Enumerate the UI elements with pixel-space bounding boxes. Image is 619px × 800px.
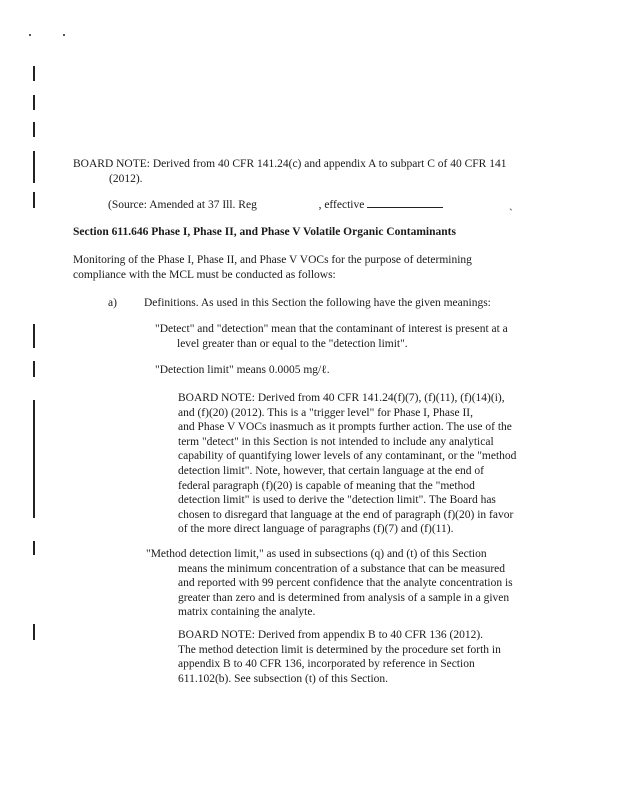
board-note-3-line: appendix B to 40 CFR 136, incorporated by reference in Section	[178, 658, 475, 671]
board-note-2-line: of the more direct language of paragraphs (f)(7) and (f)(11).	[178, 523, 454, 536]
board-note-1-line: (2012).	[109, 172, 143, 185]
effective-date-blank	[367, 197, 443, 208]
revision-bar	[33, 192, 35, 208]
mdl-definition	[146, 547, 513, 620]
board-note-2-line: and Phase V VOCs inasmuch as it prompts further action. The use of the	[178, 421, 512, 434]
revision-bar	[33, 95, 35, 110]
board-note-2-line: and (f)(20) (2012). This is a "trigger level" for Phase I, Phase II,	[178, 406, 473, 419]
board-note-1-line: BOARD NOTE: Derived from 40 CFR 141.24(c) and appendix A to subpart C of 40 CFR 141	[73, 158, 507, 170]
board-note-3	[178, 628, 501, 686]
scan-mark	[63, 34, 65, 36]
board-note-2-line: capability of quantifying lower levels of any contaminant, or the "method	[178, 450, 517, 463]
scan-mark	[29, 34, 31, 36]
board-note-2-line: federal paragraph (f)(20) is capable of meaning that the "method	[178, 479, 475, 492]
intro-line: compliance with the MCL must be conducted as follows:	[73, 268, 336, 281]
detect-definition-line: level greater than or equal to the "detection limit".	[177, 337, 408, 350]
board-note-2-line: BOARD NOTE: Derived from 40 CFR 141.24(f)(7), (f)(11), (f)(14)(i),	[178, 392, 505, 404]
board-note-3-line: The method detection limit is determined by the procedure set forth in	[178, 643, 501, 656]
source-closing-mark: ˎ	[508, 199, 513, 211]
board-note-2-line: chosen to disregard that language at the end of paragraph (f)(20) in favor	[178, 508, 514, 521]
board-note-1	[73, 157, 506, 186]
revision-bar	[33, 122, 35, 137]
mdl-definition-line: "Method detection limit," as used in subsections (q) and (t) of this Section	[146, 548, 487, 560]
board-note-2-line: detection limit" is used to derive the "detection limit". The Board has	[178, 494, 496, 507]
board-note-3-line: BOARD NOTE: Derived from appendix B to 40 CFR 136 (2012).	[178, 629, 484, 641]
mdl-definition-line: matrix containing the analyte.	[178, 606, 316, 619]
detection-limit-definition: "Detection limit" means 0.0005 mg/ℓ.	[155, 364, 330, 376]
revision-bar	[33, 361, 35, 377]
item-a-label: a)	[108, 297, 117, 309]
revision-bar	[33, 324, 35, 348]
revision-bar	[33, 624, 35, 640]
mdl-definition-line: and reported with 99 percent confidence that the analyte concentration is	[178, 577, 513, 590]
board-note-2-line: detection limit". Note, however, that certain language at the end of	[178, 464, 484, 477]
revision-bar	[33, 151, 35, 183]
mdl-definition-line: greater than zero and is determined from analysis of a sample in a given	[178, 591, 510, 604]
board-note-2	[178, 391, 516, 537]
source-note-text: (Source: Amended at 37 Ill. Reg	[108, 199, 257, 211]
detect-definition	[155, 322, 508, 351]
intro-paragraph	[73, 253, 472, 282]
board-note-2-line: term "detect" in this Section is not intended to include any analytical	[178, 435, 494, 448]
item-a-text: Definitions. As used in this Section the following have the given meanings:	[144, 297, 491, 309]
revision-bar	[33, 541, 35, 555]
detect-definition-line: "Detect" and "detection" mean that the contaminant of interest is present at a	[155, 323, 508, 335]
source-note	[108, 197, 513, 213]
revision-bar	[33, 400, 35, 518]
revision-bar	[33, 66, 35, 81]
mdl-definition-line: means the minimum concentration of a substance that can be measured	[178, 562, 505, 575]
section-heading: Section 611.646 Phase I, Phase II, and Phase V Volatile Organic Contaminants	[73, 226, 456, 238]
source-effective-label: , effective	[318, 199, 365, 211]
intro-line: Monitoring of the Phase I, Phase II, and Phase V VOCs for the purpose of determining	[73, 254, 472, 266]
board-note-3-line: 611.102(b). See subsection (t) of this Section.	[178, 672, 389, 685]
